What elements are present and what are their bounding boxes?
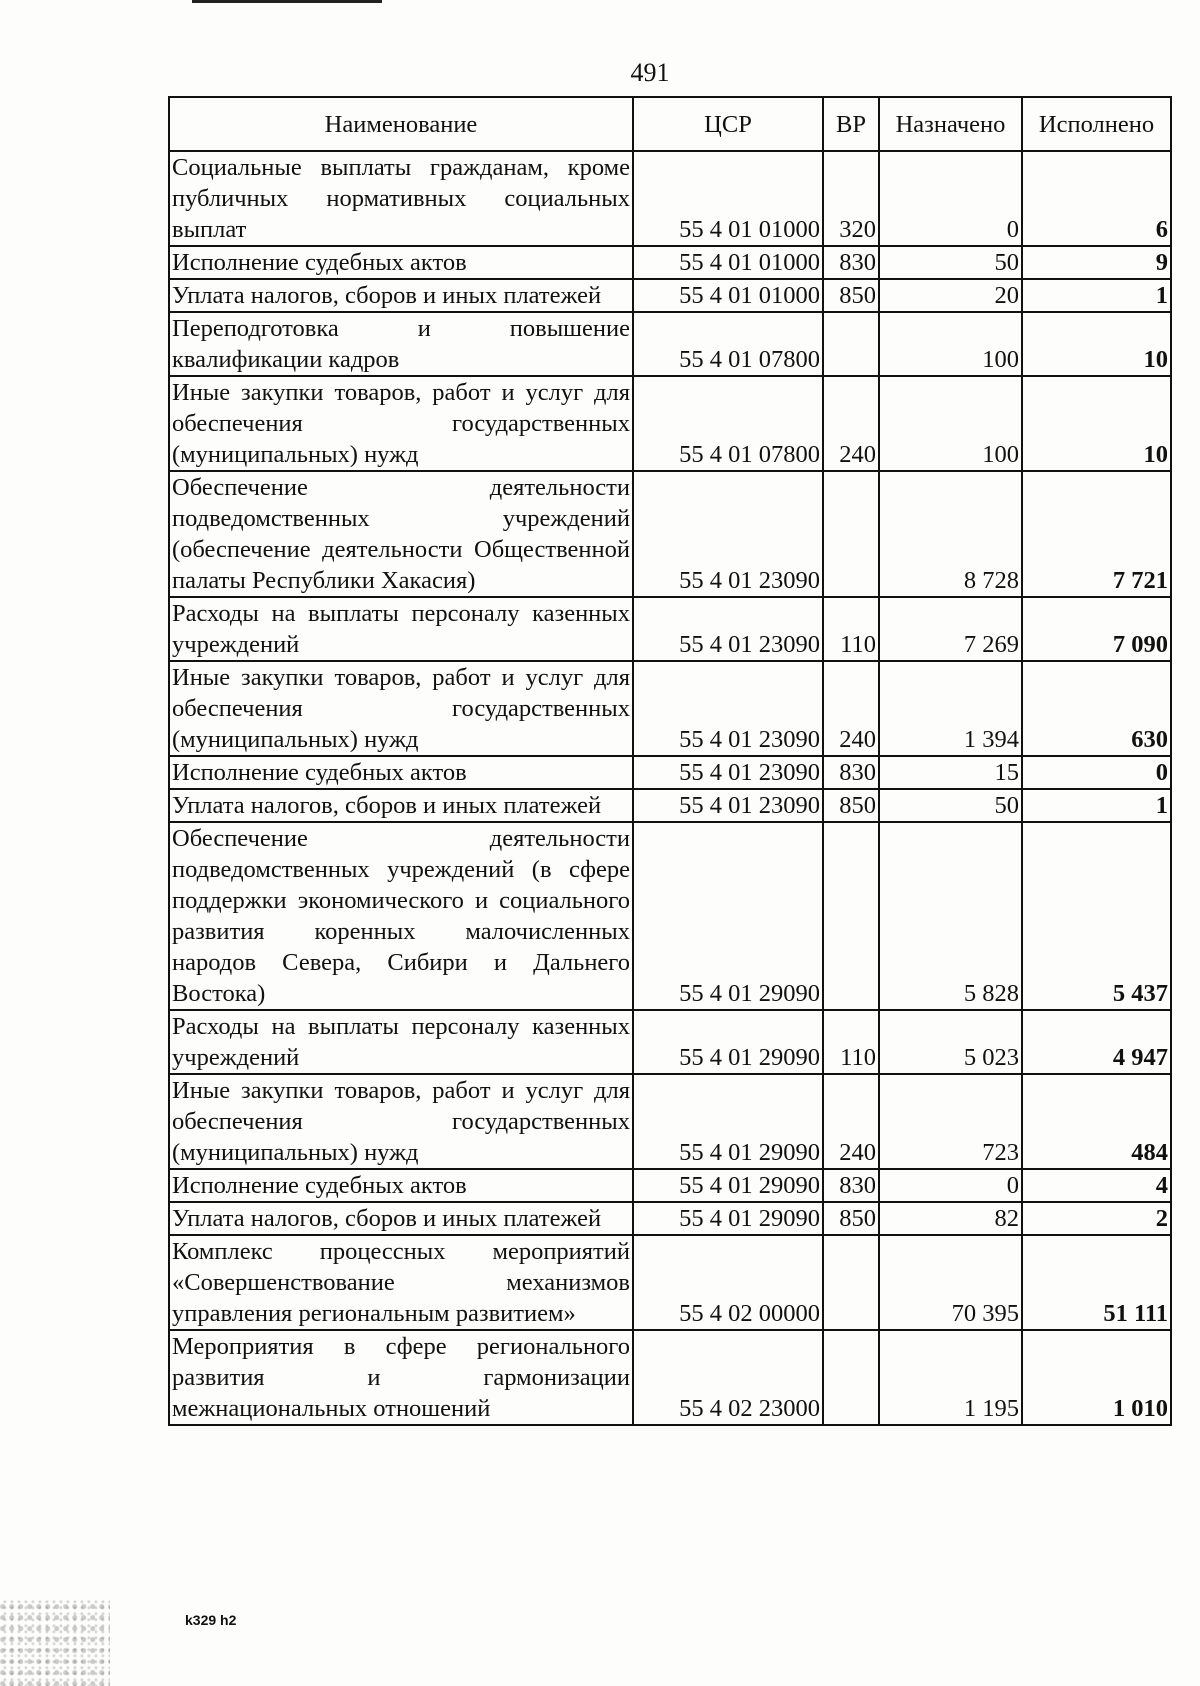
row-vr: 830 <box>823 756 879 789</box>
row-vr <box>823 1330 879 1425</box>
row-assigned: 8 728 <box>879 471 1022 597</box>
row-name: Уплата налогов, сборов и иных платежей <box>169 279 633 312</box>
table-row <box>169 1169 1171 1202</box>
row-vr: 320 <box>823 151 879 246</box>
row-assigned: 100 <box>879 376 1022 471</box>
table-row <box>169 1010 1171 1074</box>
row-vr <box>823 312 879 376</box>
row-csr: 55 4 01 23090 <box>633 661 823 756</box>
row-csr: 55 4 01 29090 <box>633 1010 823 1074</box>
row-executed: 484 <box>1022 1074 1171 1169</box>
table-row <box>169 1202 1171 1235</box>
row-assigned: 7 269 <box>879 597 1022 661</box>
table-row <box>169 376 1171 471</box>
row-executed: 4 947 <box>1022 1010 1171 1074</box>
scan-noise <box>0 1600 110 1686</box>
row-name: Иные закупки товаров, работ и услуг для обеспечения государственных (муниципальных) нужд <box>169 1074 633 1169</box>
row-vr: 850 <box>823 789 879 822</box>
row-name: Иные закупки товаров, работ и услуг для обеспечения государственных (муниципальных) нужд <box>169 376 633 471</box>
table-row <box>169 312 1171 376</box>
row-name: Уплата налогов, сборов и иных платежей <box>169 789 633 822</box>
row-csr: 55 4 01 29090 <box>633 1202 823 1235</box>
table-row <box>169 789 1171 822</box>
page-number: 491 <box>630 58 670 87</box>
row-executed: 7 090 <box>1022 597 1171 661</box>
table-row <box>169 756 1171 789</box>
table-row <box>169 279 1171 312</box>
row-assigned: 723 <box>879 1074 1022 1169</box>
row-csr: 55 4 01 29090 <box>633 822 823 1010</box>
row-assigned: 5 023 <box>879 1010 1022 1074</box>
row-name: Обеспечение деятельности подведомственных учреждений (обеспечение деятельности Общественной палаты Республики Хакасия) <box>169 471 633 597</box>
row-name: Расходы на выплаты персоналу казенных учреждений <box>169 1010 633 1074</box>
row-vr <box>823 822 879 1010</box>
row-assigned: 1 394 <box>879 661 1022 756</box>
row-assigned: 70 395 <box>879 1235 1022 1330</box>
row-assigned: 1 195 <box>879 1330 1022 1425</box>
row-name: Социальные выплаты гражданам, кроме публичных нормативных социальных выплат <box>169 151 633 246</box>
row-vr: 830 <box>823 1169 879 1202</box>
row-executed: 10 <box>1022 312 1171 376</box>
row-executed: 630 <box>1022 661 1171 756</box>
row-name: Комплекс процессных мероприятий «Совершенствование механизмов управления региональным развитием» <box>169 1235 633 1330</box>
table-row <box>169 1235 1171 1330</box>
budget-table <box>168 96 1172 1426</box>
row-csr: 55 4 01 29090 <box>633 1074 823 1169</box>
row-assigned: 50 <box>879 789 1022 822</box>
row-vr: 240 <box>823 376 879 471</box>
table-row <box>169 246 1171 279</box>
row-csr: 55 4 01 23090 <box>633 597 823 661</box>
row-name: Иные закупки товаров, работ и услуг для обеспечения государственных (муниципальных) нужд <box>169 661 633 756</box>
row-assigned: 20 <box>879 279 1022 312</box>
row-csr: 55 4 02 23000 <box>633 1330 823 1425</box>
row-assigned: 15 <box>879 756 1022 789</box>
top-rule <box>192 0 382 3</box>
row-executed: 1 <box>1022 279 1171 312</box>
row-csr: 55 4 01 01000 <box>633 246 823 279</box>
col-header-vr: ВР <box>823 97 879 151</box>
row-assigned: 0 <box>879 151 1022 246</box>
table-row <box>169 661 1171 756</box>
row-executed: 5 437 <box>1022 822 1171 1010</box>
row-assigned: 100 <box>879 312 1022 376</box>
row-name: Расходы на выплаты персоналу казенных учреждений <box>169 597 633 661</box>
table-header-row <box>169 97 1171 151</box>
table-row <box>169 822 1171 1010</box>
row-assigned: 82 <box>879 1202 1022 1235</box>
row-name: Исполнение судебных актов <box>169 246 633 279</box>
table-row <box>169 597 1171 661</box>
row-vr: 240 <box>823 1074 879 1169</box>
row-name: Переподготовка и повышение квалификации кадров <box>169 312 633 376</box>
row-executed: 1 <box>1022 789 1171 822</box>
row-csr: 55 4 01 07800 <box>633 376 823 471</box>
row-csr: 55 4 01 23090 <box>633 756 823 789</box>
row-name: Обеспечение деятельности подведомственных учреждений (в сфере поддержки экономического и социального развития коренных малочисленных народов Севера, Сибири и Дальнего Востока) <box>169 822 633 1010</box>
row-assigned: 5 828 <box>879 822 1022 1010</box>
row-csr: 55 4 02 00000 <box>633 1235 823 1330</box>
row-name: Мероприятия в сфере регионального развития и гармонизации межнациональных отношений <box>169 1330 633 1425</box>
col-header-assigned: Назначено <box>879 97 1022 151</box>
row-executed: 10 <box>1022 376 1171 471</box>
row-name: Уплата налогов, сборов и иных платежей <box>169 1202 633 1235</box>
col-header-executed: Исполнено <box>1022 97 1171 151</box>
col-header-name: Наименование <box>169 97 633 151</box>
table-row <box>169 151 1171 246</box>
row-csr: 55 4 01 01000 <box>633 279 823 312</box>
table-row <box>169 1074 1171 1169</box>
row-vr <box>823 1235 879 1330</box>
row-name: Исполнение судебных актов <box>169 1169 633 1202</box>
col-header-csr: ЦСР <box>633 97 823 151</box>
row-csr: 55 4 01 07800 <box>633 312 823 376</box>
row-executed: 0 <box>1022 756 1171 789</box>
row-assigned: 50 <box>879 246 1022 279</box>
table-row <box>169 471 1171 597</box>
row-vr: 850 <box>823 279 879 312</box>
row-vr <box>823 471 879 597</box>
row-vr: 830 <box>823 246 879 279</box>
row-vr: 110 <box>823 597 879 661</box>
row-vr: 110 <box>823 1010 879 1074</box>
row-executed: 1 010 <box>1022 1330 1171 1425</box>
row-executed: 6 <box>1022 151 1171 246</box>
row-vr: 240 <box>823 661 879 756</box>
row-executed: 9 <box>1022 246 1171 279</box>
row-csr: 55 4 01 23090 <box>633 471 823 597</box>
row-executed: 4 <box>1022 1169 1171 1202</box>
row-executed: 7 721 <box>1022 471 1171 597</box>
row-csr: 55 4 01 29090 <box>633 1169 823 1202</box>
row-vr: 850 <box>823 1202 879 1235</box>
row-executed: 2 <box>1022 1202 1171 1235</box>
footer-code: k329 h2 <box>185 1612 237 1628</box>
row-csr: 55 4 01 01000 <box>633 151 823 246</box>
row-csr: 55 4 01 23090 <box>633 789 823 822</box>
row-assigned: 0 <box>879 1169 1022 1202</box>
row-name: Исполнение судебных актов <box>169 756 633 789</box>
row-executed: 51 111 <box>1022 1235 1171 1330</box>
table-row <box>169 1330 1171 1425</box>
